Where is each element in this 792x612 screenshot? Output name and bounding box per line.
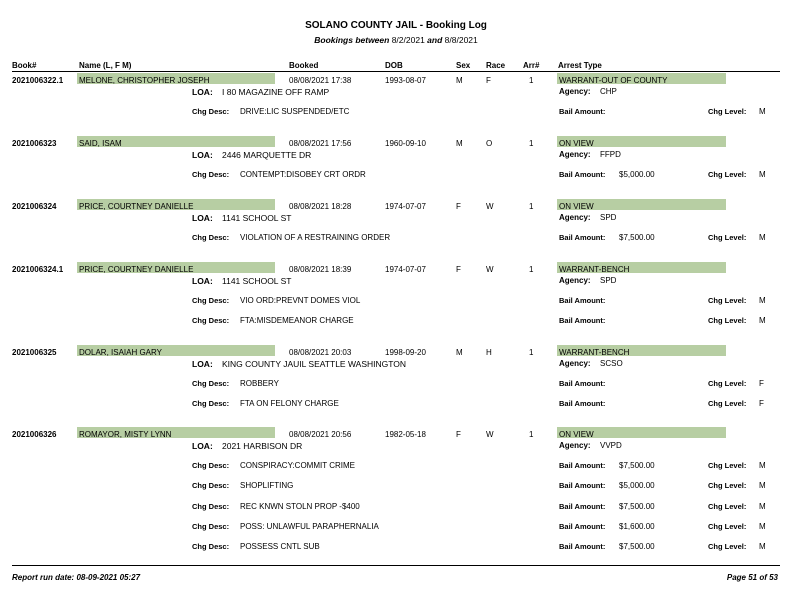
- bail-amount-value: $7,500.00: [619, 542, 655, 552]
- race-value: W: [486, 202, 494, 211]
- sex-value: M: [456, 348, 463, 357]
- charge-level: M: [759, 170, 766, 179]
- bail-amount-value: $1,600.00: [619, 521, 655, 531]
- charge-level: M: [759, 316, 766, 326]
- charge-description: VIOLATION OF A RESTRAINING ORDER: [240, 233, 391, 242]
- arrest-number: 1: [529, 265, 534, 274]
- sex-value: M: [456, 139, 463, 148]
- loa-value: I 80 MAGAZINE OFF RAMP: [222, 87, 330, 97]
- col-header-name: Name (L, F M): [79, 61, 132, 70]
- charge-level: M: [759, 461, 766, 470]
- bail-amount-label: Bail Amount:: [559, 107, 606, 116]
- agency-label: Agency:: [559, 213, 591, 222]
- chg-level-label: Chg Level:: [708, 542, 747, 552]
- chg-desc-label: Chg Desc:: [192, 399, 230, 409]
- sex-value: F: [456, 265, 461, 274]
- arrest-type: WARRANT-BENCH: [559, 348, 630, 357]
- chg-desc-label: Chg Desc:: [192, 107, 230, 116]
- date-from: 8/2/2021: [391, 35, 425, 45]
- bail-amount-label: Bail Amount:: [559, 296, 606, 305]
- arrest-type: ON VIEW: [559, 139, 594, 148]
- bail-amount-value: $7,500.00: [619, 233, 655, 242]
- charge-description: POSSESS CNTL SUB: [240, 542, 320, 552]
- chg-level-label: Chg Level:: [708, 296, 747, 305]
- bail-amount-label: Bail Amount:: [559, 521, 606, 531]
- arrest-type: WARRANT-OUT OF COUNTY: [559, 76, 668, 85]
- book-number: 2021006326: [12, 430, 57, 439]
- agency-label: Agency:: [559, 87, 591, 96]
- race-value: H: [486, 348, 492, 357]
- chg-level-label: Chg Level:: [708, 170, 747, 179]
- date-to: 8/8/2021: [444, 35, 478, 45]
- agency-value: SPD: [600, 213, 617, 222]
- inmate-name: DOLAR, ISAIAH GARY: [79, 348, 162, 357]
- charge-description: REC KNWN STOLN PROP -$400: [240, 501, 360, 511]
- loa-label: LOA:: [192, 213, 213, 223]
- charge-level: M: [759, 501, 766, 511]
- col-header-book: Book#: [12, 61, 37, 70]
- bail-amount-label: Bail Amount:: [559, 379, 606, 388]
- bail-amount-label: Bail Amount:: [559, 170, 606, 179]
- book-number: 2021006323: [12, 139, 57, 148]
- charge-level: M: [759, 296, 766, 305]
- booked-datetime: 08/08/2021 20:56: [289, 430, 352, 439]
- charge-level: M: [759, 481, 766, 491]
- book-number: 2021006324.1: [12, 265, 64, 274]
- chg-desc-label: Chg Desc:: [192, 461, 230, 470]
- chg-desc-label: Chg Desc:: [192, 233, 230, 242]
- bail-amount-label: Bail Amount:: [559, 542, 606, 552]
- agency-value: VVPD: [600, 441, 622, 450]
- bail-amount-label: Bail Amount:: [559, 461, 606, 470]
- loa-label: LOA:: [192, 359, 213, 369]
- agency-label: Agency:: [559, 359, 591, 368]
- chg-level-label: Chg Level:: [708, 107, 747, 116]
- charge-description: CONSPIRACY:COMMIT CRIME: [240, 461, 355, 470]
- charge-level: M: [759, 542, 766, 552]
- bail-amount-value: $5,000.00: [619, 481, 655, 491]
- charge-level: M: [759, 233, 766, 242]
- booked-datetime: 08/08/2021 18:28: [289, 202, 352, 211]
- charge-description: FTA ON FELONY CHARGE: [240, 399, 339, 409]
- col-header-arrest-type: Arrest Type: [558, 61, 602, 70]
- bail-amount-value: $7,500.00: [619, 501, 655, 511]
- race-value: W: [486, 265, 494, 274]
- chg-desc-label: Chg Desc:: [192, 296, 230, 305]
- book-number: 2021006322.1: [12, 76, 64, 85]
- arrest-type: ON VIEW: [559, 202, 594, 211]
- sex-value: M: [456, 76, 463, 85]
- chg-desc-label: Chg Desc:: [192, 170, 230, 179]
- charge-description: DRIVE:LIC SUSPENDED/ETC: [240, 107, 350, 116]
- chg-level-label: Chg Level:: [708, 233, 747, 242]
- charge-description: FTA:MISDEMEANOR CHARGE: [240, 316, 354, 326]
- arrest-number: 1: [529, 76, 534, 85]
- book-number: 2021006325: [12, 348, 57, 357]
- inmate-name: MELONE, CHRISTOPHER JOSEPH: [79, 76, 210, 85]
- loa-label: LOA:: [192, 441, 213, 451]
- charge-level: F: [759, 399, 764, 409]
- charge-level: M: [759, 107, 766, 116]
- loa-label: LOA:: [192, 276, 213, 286]
- charge-level: M: [759, 521, 766, 531]
- inmate-name: PRICE, COURTNEY DANIELLE: [79, 265, 194, 274]
- charge-description: SHOPLIFTING: [240, 481, 294, 491]
- date-of-birth: 1974-07-07: [385, 265, 426, 274]
- col-header-dob: DOB: [385, 61, 403, 70]
- chg-desc-label: Chg Desc:: [192, 521, 230, 531]
- report-subtitle: [0, 35, 792, 45]
- arrest-type: WARRANT-BENCH: [559, 265, 630, 274]
- date-of-birth: 1993-08-07: [385, 76, 426, 85]
- inmate-name: ROMAYOR, MISTY LYNN: [79, 430, 172, 439]
- chg-level-label: Chg Level:: [708, 316, 747, 326]
- chg-desc-label: Chg Desc:: [192, 501, 230, 511]
- sex-value: F: [456, 430, 461, 439]
- date-of-birth: 1982-05-18: [385, 430, 426, 439]
- header-rule: [12, 71, 780, 72]
- inmate-name: PRICE, COURTNEY DANIELLE: [79, 202, 194, 211]
- loa-value: 1141 SCHOOL ST: [222, 213, 292, 223]
- col-header-booked: Booked: [289, 61, 319, 70]
- agency-label: Agency:: [559, 150, 591, 159]
- subtitle-prefix: Bookings between: [314, 35, 390, 45]
- agency-label: Agency:: [559, 276, 591, 285]
- report-title: SOLANO COUNTY JAIL - Booking Log: [305, 20, 487, 31]
- arrest-number: 1: [529, 139, 534, 148]
- agency-value: CHP: [600, 87, 617, 96]
- loa-value: 2021 HARBISON DR: [222, 441, 303, 451]
- booked-datetime: 08/08/2021 17:38: [289, 76, 352, 85]
- loa-label: LOA:: [192, 150, 213, 160]
- agency-value: SCSO: [600, 359, 623, 368]
- bail-amount-value: $5,000.00: [619, 170, 655, 179]
- col-header-arr: Arr#: [523, 61, 540, 70]
- loa-value: 1141 SCHOOL ST: [222, 276, 292, 286]
- chg-level-label: Chg Level:: [708, 399, 747, 409]
- race-value: W: [486, 430, 494, 439]
- loa-value: KING COUNTY JAUIL SEATTLE WASHINGTON: [222, 359, 407, 369]
- loa-label: LOA:: [192, 87, 213, 97]
- race-value: F: [486, 76, 491, 85]
- bail-amount-label: Bail Amount:: [559, 501, 606, 511]
- chg-level-label: Chg Level:: [708, 481, 747, 491]
- agency-value: FFPD: [600, 150, 621, 159]
- date-of-birth: 1960-09-10: [385, 139, 426, 148]
- bail-amount-label: Bail Amount:: [559, 316, 606, 326]
- date-of-birth: 1974-07-07: [385, 202, 426, 211]
- chg-desc-label: Chg Desc:: [192, 316, 230, 326]
- charge-description: POSS: UNLAWFUL PARAPHERNALIA: [240, 521, 379, 531]
- chg-level-label: Chg Level:: [708, 521, 747, 531]
- book-number: 2021006324: [12, 202, 57, 211]
- bail-amount-label: Bail Amount:: [559, 233, 606, 242]
- page-number: Page 51 of 53: [726, 573, 778, 582]
- charge-level: F: [759, 379, 764, 388]
- footer-rule: [12, 565, 780, 566]
- chg-desc-label: Chg Desc:: [192, 481, 230, 491]
- bail-amount-label: Bail Amount:: [559, 399, 606, 409]
- col-header-race: Race: [486, 61, 506, 70]
- subtitle-and: and: [427, 35, 443, 45]
- chg-level-label: Chg Level:: [708, 501, 747, 511]
- col-header-sex: Sex: [456, 61, 471, 70]
- charge-description: ROBBERY: [240, 379, 279, 388]
- agency-value: SPD: [600, 276, 617, 285]
- chg-level-label: Chg Level:: [708, 461, 747, 470]
- booked-datetime: 08/08/2021 18:39: [289, 265, 352, 274]
- arrest-number: 1: [529, 348, 534, 357]
- agency-label: Agency:: [559, 441, 591, 450]
- chg-level-label: Chg Level:: [708, 379, 747, 388]
- sex-value: F: [456, 202, 461, 211]
- inmate-name: SAID, ISAM: [79, 139, 122, 148]
- race-value: O: [486, 139, 493, 148]
- booked-datetime: 08/08/2021 20:03: [289, 348, 352, 357]
- charge-description: CONTEMPT:DISOBEY CRT ORDR: [240, 170, 366, 179]
- booked-datetime: 08/08/2021 17:56: [289, 139, 352, 148]
- bail-amount-label: Bail Amount:: [559, 481, 606, 491]
- loa-value: 2446 MARQUETTE DR: [222, 150, 312, 160]
- date-of-birth: 1998-09-20: [385, 348, 426, 357]
- chg-desc-label: Chg Desc:: [192, 542, 230, 552]
- bail-amount-value: $7,500.00: [619, 461, 655, 470]
- arrest-number: 1: [529, 202, 534, 211]
- arrest-type: ON VIEW: [559, 430, 594, 439]
- chg-desc-label: Chg Desc:: [192, 379, 230, 388]
- charge-description: VIO ORD:PREVNT DOMES VIOL: [240, 296, 361, 305]
- arrest-number: 1: [529, 430, 534, 439]
- report-run-date: Report run date: 08-09-2021 05:27: [12, 573, 141, 582]
